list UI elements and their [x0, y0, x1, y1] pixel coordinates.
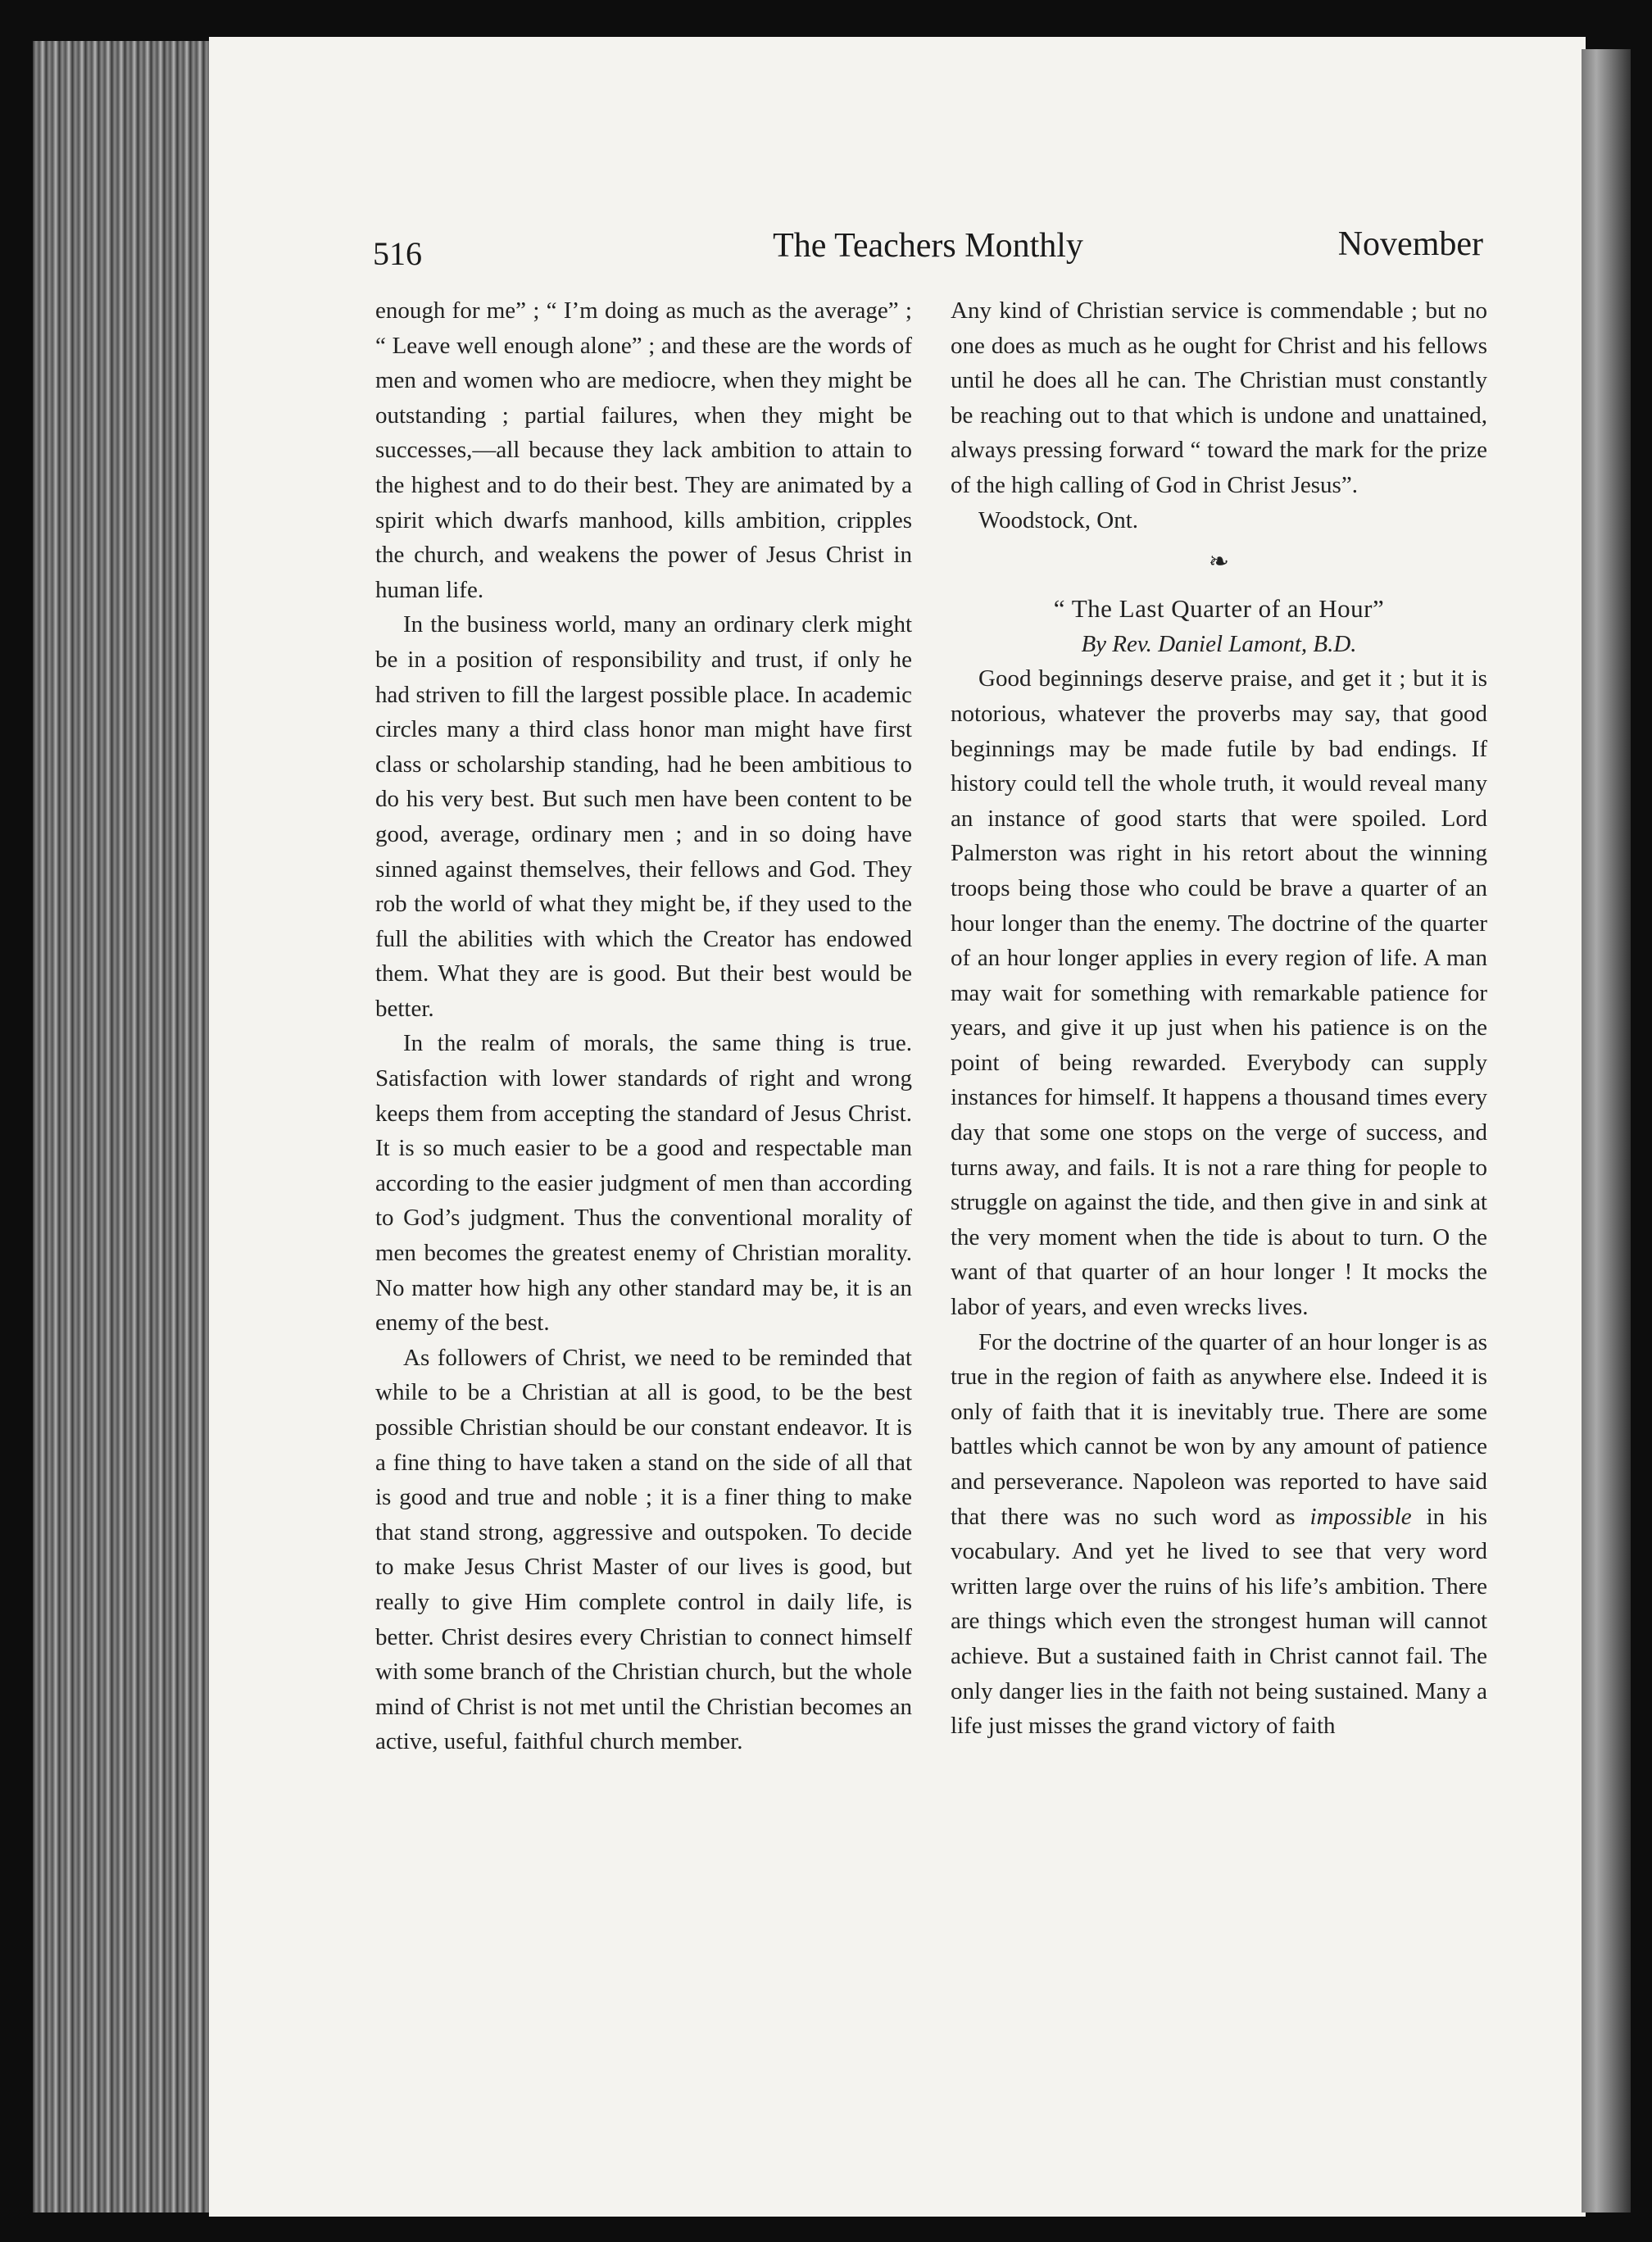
text-run: For the doctrine of the quarter of an hour longer is as true in the region of faith as anywhere else. Indeed it is only of faith that it is inevitably true. There are some battles which cannot be won by any amount of patience and perseverance. Napoleon was reported to have said that there was no such word as: [951, 1328, 1487, 1530]
article-byline: By Rev. Daniel Lamont, B.D.: [1081, 630, 1357, 657]
left-column: [375, 293, 912, 1759]
paragraph: In the business world, many an ordinary clerk might be in a position of responsibility and trust, if only he had striven to fill the largest possible place. In academic circles many a third class honor man might have first class or scholarship standing, had he been ambitious to do his very best. But such men have been content to be good, average, ordinary men ; and in so doing have sinned against themselves, their fellows and God. They rob the world of what they might be, if they used to the full the abilities with which the Creator has endowed them. What they are is good. But their best would be better.: [375, 611, 912, 1022]
publication-title: The Teachers Monthly: [773, 227, 1083, 265]
paragraph: Any kind of Christian service is commendable ; but no one does as much as he ought for Christ and his fellows until he does all he can. The Christian must constantly be reaching out to that which is undone and unattained, always pressing forward “ toward the mark for the prize of the high calling of God in Christ Jesus”.: [951, 297, 1487, 498]
issue-month: November: [1337, 225, 1483, 263]
emphasized-word: impossible: [1309, 1503, 1412, 1530]
text-run: in his vocabulary. And yet he lived to see that very word written large over the ruins of his life’s ambition. There are things which even the strongest human will cannot achieve. But a sustained faith in Christ cannot fail. The only danger lies in the faith not being sustained. Many a life just misses the grand victory of faith: [951, 1503, 1487, 1740]
ornament-icon: ❧: [1208, 548, 1230, 576]
binding-shadow: [1582, 49, 1631, 2212]
paragraph: enough for me” ; “ I’m doing as much as the average” ; “ Leave well enough alone” ; and these are the words of men and women who are mediocre, when they might be outstanding ; partial failures, when they might be successes,—all because they lack ambition to attain to the highest and to do their best. They are animated by a spirit which dwarfs manhood, kills ambition, cripples the church, and weakens the power of Jesus Christ in human life.: [375, 297, 912, 603]
running-header: [373, 221, 1483, 279]
paragraph: Good beginnings deserve praise, and get it ; but it is notorious, whatever the proverbs may say, that good beginnings may be made futile by bad endings. If history could tell the whole truth, it would reveal many an instance of good starts that were spoiled. Lord Palmerston was right in his retort about the winning troops being those who could be brave a quarter of an hour longer than the enemy. The doctrine of the quarter of an hour longer applies in every region of life. A man may wait for something with remarkable patience for years, and give it up just when his patience is on the point of being rewarded. Everybody can supply instances for himself. It happens a thousand times every day that some one stops on the verge of success, and turns away, and fails. It is not a rare thing for people to struggle on against the tide, and then give in and sink at the very moment when the tide is about to turn. O the want of that quarter of an hour longer ! It mocks the labor of years, and even wrecks lives.: [951, 665, 1487, 1321]
book-page-edges: [33, 41, 213, 2212]
paragraph: [951, 1325, 1487, 1744]
paragraph: As followers of Christ, we need to be reminded that while to be a Christian at all is good, to be the best possible Christian should be our constant endeavor. It is a fine thing to have taken a stand on the side of all that is good and true and noble ; it is a finer thing to make that stand strong, aggressive and outspoken. To decide to make Jesus Christ Master of our lives is good, but really to give Him complete control in daily life, is better. Christ desires every Christian to connect himself with some branch of the Christian church, but the whole mind of Christ is not met until the Christian becomes an active, useful, faithful church member.: [375, 1344, 912, 1755]
article-title: “ The Last Quarter of an Hour”: [1053, 594, 1385, 624]
right-column: [951, 293, 1487, 1744]
author-location: Woodstock, Ont.: [978, 506, 1139, 533]
page-number: 516: [373, 235, 422, 272]
paragraph: In the realm of morals, the same thing is true. Satisfaction with lower standards of right and wrong keeps them from accepting the standard of Jesus Christ. It is so much easier to be a good and respectable man according to the easier judgment of men than according to God’s judgment. Thus the conventional morality of men becomes the greatest enemy of Christian morality. No matter how high any other standard may be, it is an enemy of the best.: [375, 1030, 912, 1337]
